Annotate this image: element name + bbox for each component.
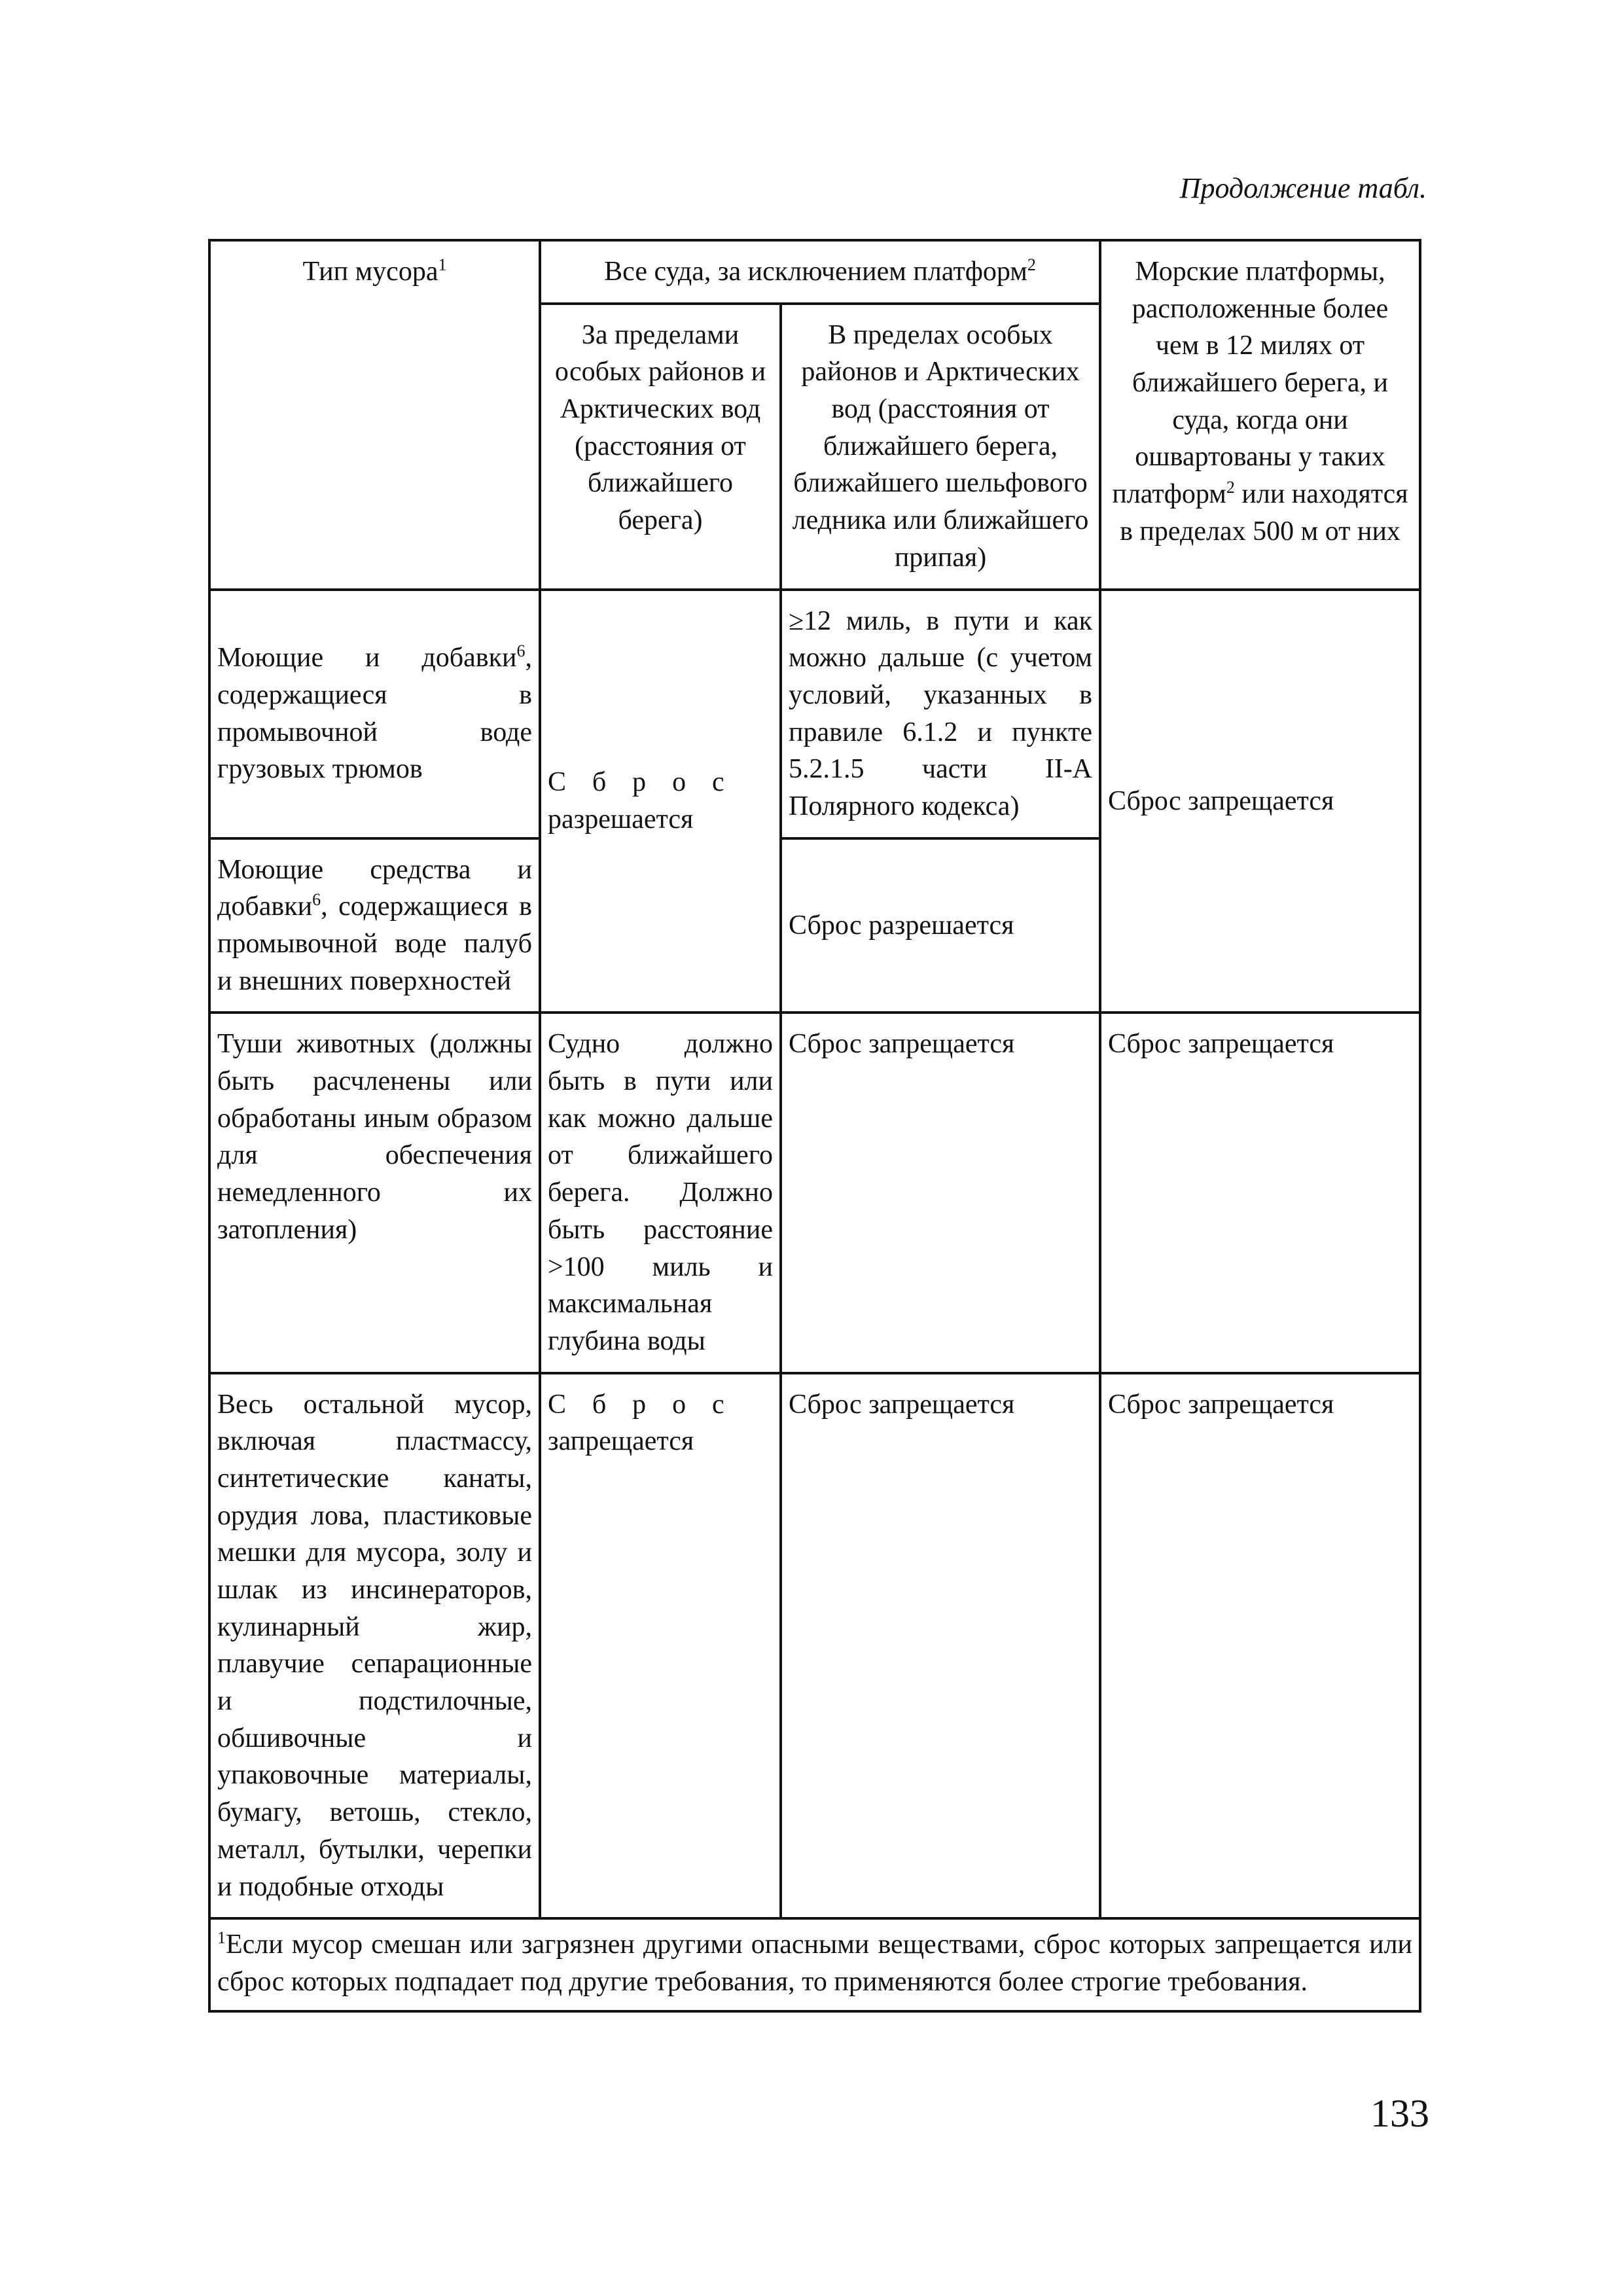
table-row	[209, 590, 1420, 838]
outside-special-areas-cell: Судно должно быть в пути или как можно дальше от ближайшего берега. Должно быть расстояние >100 миль и максимальная глубина воды	[540, 1013, 781, 1372]
table-row	[209, 1373, 1420, 1919]
inside-special-areas-cell: Сброс запрещается	[781, 1373, 1100, 1919]
platforms-cell: Сброс запрещается	[1100, 1013, 1420, 1372]
platforms-cell: Сброс запрещается	[1100, 1373, 1420, 1919]
continuation-label: Продолжение табл.	[1179, 172, 1427, 204]
header-inside-special-areas: В пределах особых районов и Арктических вод (расстояния от ближайшего берега, ближайшего шельфового ледника или ближайшего припая)	[781, 304, 1100, 590]
footnote-row	[209, 1918, 1420, 2011]
table-row	[209, 1013, 1420, 1372]
footnote: $^1$Если мусор смешан или загрязнен другими опасными веществами, сброс которых запрещается или сброс которых подпадает под другие требования, то применяются более строгие требования.	[209, 1918, 1420, 2011]
page-number: 133	[1370, 2092, 1429, 2135]
garbage-type-cell: Моющие и добавки$^6$, содержащиеся в промывочной воде грузовых трюмов	[209, 590, 540, 838]
garbage-type-cell: Весь остальной мусор, включая пластмассу, синтетические канаты, орудия лова, пластиковые мешки для мусора, золу и шлак из инсинераторов, кулинарный жир, плавучие сепарационные и подстилочные, обшивочные и упаковочные материалы, бумагу, ветошь, стекло, металл, бутылки, черепки и подобные отходы	[209, 1373, 540, 1919]
garbage-type-cell: Моющие средства и добавки$^6$, содержащиеся в промывочной воде палуб и внешних поверхностей	[209, 838, 540, 1013]
header-row-1	[209, 240, 1420, 304]
header-outside-special-areas: За пределами особых районов и Арктических вод (расстояния от ближайшего берега)	[540, 304, 781, 590]
inside-special-areas-cell: Сброс запрещается	[781, 1013, 1100, 1372]
outside-special-areas-cell: С б р о с запрещается	[540, 1373, 781, 1919]
platforms-cell: Сброс запрещается	[1100, 590, 1420, 1013]
inside-special-areas-cell: ≥12 миль, в пути и как можно дальше (с учетом условий, указанных в правиле 6.1.2 и пункте 5.2.1.5 части II-A Полярного кодекса)	[781, 590, 1100, 838]
garbage-type-cell: Туши животных (должны быть расчленены или обработаны иным образом для обеспечения немедленного их затопления)	[209, 1013, 540, 1372]
header-offshore-platforms: Морские платформы, расположенные более чем в 12 милях от ближайшего берега, и суда, когда они ошвартованы у таких платформ$^2$ или находятся в пределах 500 м от них	[1100, 240, 1420, 590]
garbage-discharge-table	[208, 239, 1421, 2013]
header-all-ships: Все суда, за исключением платформ$^2$	[540, 240, 1100, 304]
inside-special-areas-cell: Сброс разрешается	[781, 838, 1100, 1013]
outside-special-areas-cell: С б р о с разрешается	[540, 590, 781, 1013]
header-garbage-type: Тип мусора$^1$	[209, 240, 540, 590]
